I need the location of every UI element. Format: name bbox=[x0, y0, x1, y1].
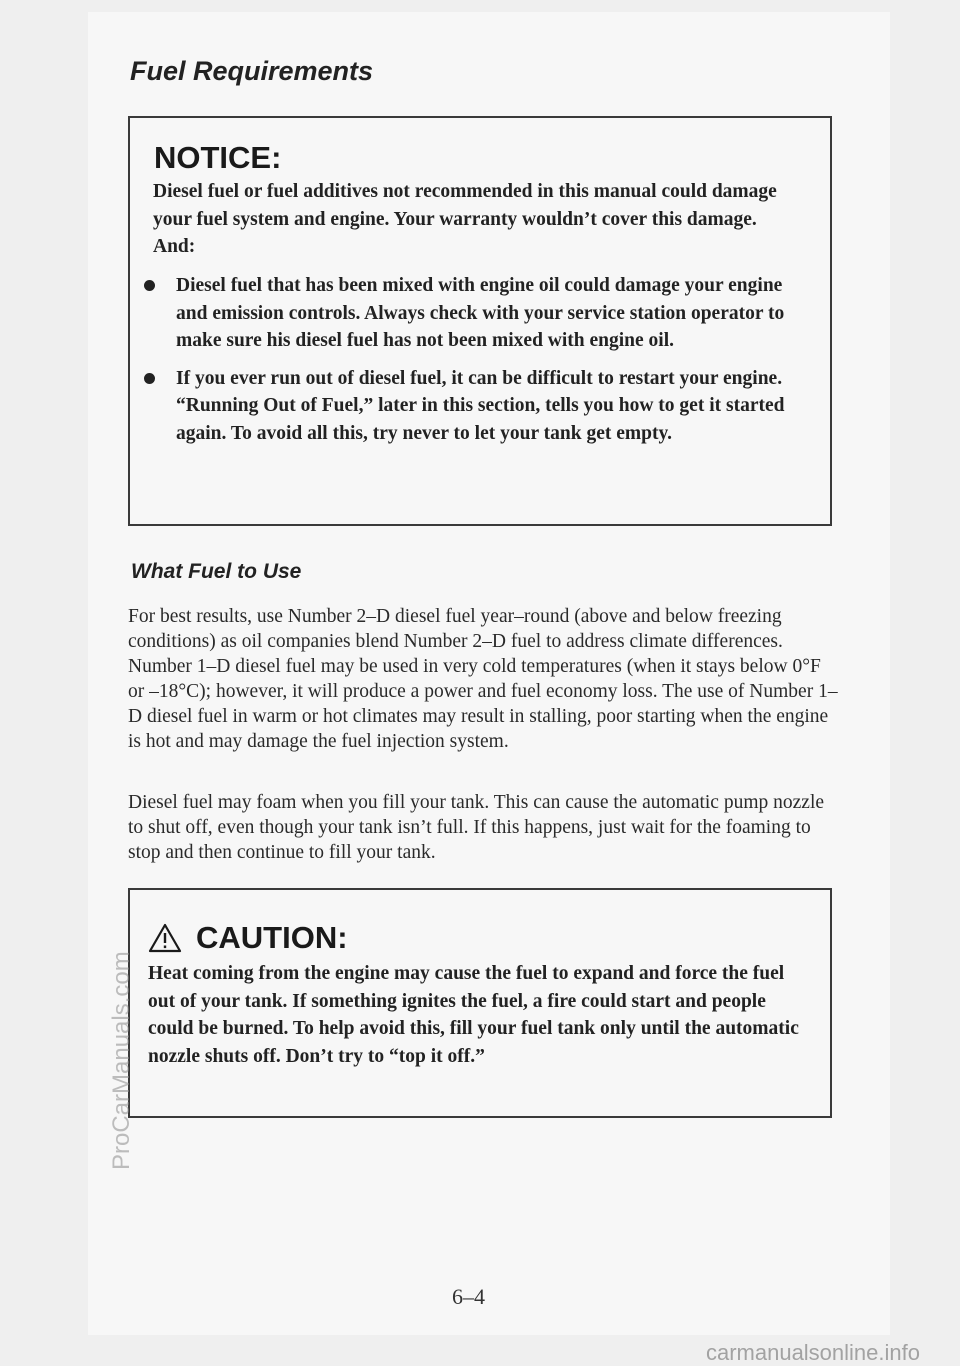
notice-bullet-list bbox=[130, 272, 830, 457]
notice-bullet-item bbox=[130, 365, 816, 448]
notice-bullet-item bbox=[130, 272, 816, 355]
bottom-watermark: carmanualsonline.info bbox=[705, 1340, 920, 1365]
foam-paragraph: Diesel fuel may foam when you fill your tank. This can cause the automatic pump nozzle to shut off, even though your tank isn’t full. If this happens, just wait for the foaming to stop and then continue to fill your tank. bbox=[128, 792, 825, 863]
bullet-dot-icon bbox=[144, 373, 155, 384]
warning-triangle-icon bbox=[148, 923, 182, 953]
caution-heading-row bbox=[148, 920, 348, 956]
caution-text: Heat coming from the engine may cause the fuel to expand and force the fuel out of your tank. If something ignites the fuel, a fire could start and people could be burned. To help avoid this, fill your fuel tank only until the automatic nozzle shuts off. Don’t try to “top it off.” bbox=[148, 963, 799, 1067]
notice-heading: NOTICE: bbox=[154, 140, 282, 175]
notice-bullet-text: If you ever run out of diesel fuel, it can be difficult to restart your engine. “Running Out of Fuel,” later in this section, tells you how to get it started again. To avoid all this, try never to let your tank get empty. bbox=[176, 367, 785, 444]
caution-heading: CAUTION: bbox=[196, 920, 348, 955]
what-fuel-paragraph: For best results, use Number 2–D diesel fuel year–round (above and below freezing conditions) as oil companies blend Number 2–D fuel to address climate differences. Number 1–D diesel fuel may be used in very cold temperatures (when it stays below 0°F or –18°C); however, it will produce a power and fuel economy loss. The use of Number 1–D diesel fuel in warm or hot climates may result in stalling, poor starting when the engine is hot and may damage the fuel injection system. bbox=[128, 606, 838, 752]
notice-box bbox=[128, 116, 832, 526]
caution-box bbox=[128, 888, 832, 1118]
page-number: 6–4 bbox=[452, 1284, 485, 1309]
section-title: Fuel Requirements bbox=[130, 56, 374, 86]
notice-bullet-text: Diesel fuel that has been mixed with engine oil could damage your engine and emission controls. Always check with your service station operator to make sure his diesel fuel has not been mixed with engine oil. bbox=[176, 275, 785, 351]
what-fuel-heading: What Fuel to Use bbox=[131, 560, 302, 583]
side-watermark: ProCarManuals.com bbox=[108, 951, 135, 1170]
notice-intro: Diesel fuel or fuel additives not recommended in this manual could damage your fuel system and engine. Your warranty wouldn’t cover this damage. And: bbox=[153, 181, 777, 257]
bullet-dot-icon bbox=[144, 280, 155, 291]
